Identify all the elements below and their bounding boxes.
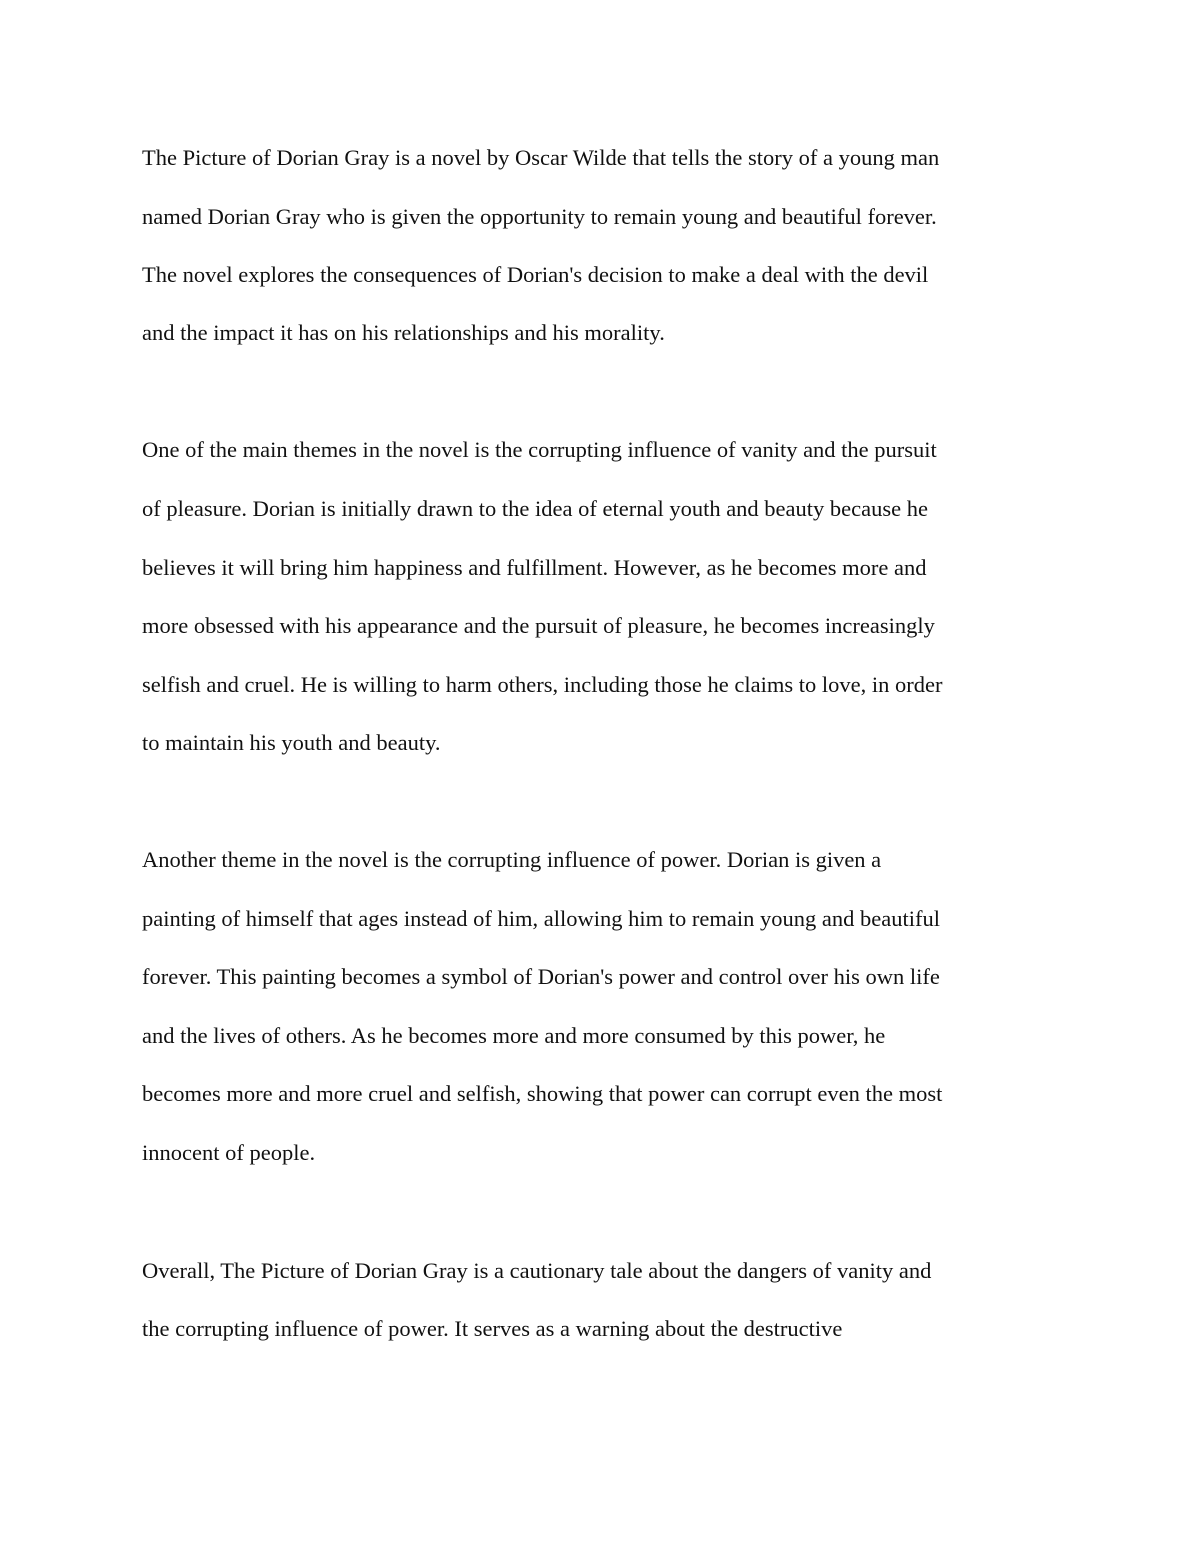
paragraph-line: The Picture of Dorian Gray is a novel by Oscar Wilde that tells the story of a young man — [142, 145, 940, 170]
paragraph-line: innocent of people. — [142, 1140, 316, 1165]
paragraph-line: the corrupting influence of power. It serves as a warning about the destructive — [142, 1316, 843, 1341]
paragraph-line: One of the main themes in the novel is the corrupting influence of vanity and the pursuit — [142, 437, 937, 462]
paragraph-line: becomes more and more cruel and selfish, showing that power can corrupt even the most — [142, 1081, 943, 1106]
paragraph-line: Overall, The Picture of Dorian Gray is a cautionary tale about the dangers of vanity and — [142, 1258, 932, 1283]
paragraph-line: of pleasure. Dorian is initially drawn to the idea of eternal youth and beauty because he — [142, 496, 928, 521]
paragraph-line: The novel explores the consequences of Dorian's decision to make a deal with the devil — [142, 262, 929, 287]
paragraph-line: more obsessed with his appearance and the pursuit of pleasure, he becomes increasingly — [142, 613, 935, 638]
paragraph-line: painting of himself that ages instead of him, allowing him to remain young and beautiful — [142, 906, 940, 931]
paragraph-line: selfish and cruel. He is willing to harm others, including those he claims to love, in order — [142, 672, 943, 697]
paragraph-line: forever. This painting becomes a symbol of Dorian's power and control over his own life — [142, 964, 940, 989]
paragraph-line: and the lives of others. As he becomes more and more consumed by this power, he — [142, 1023, 886, 1048]
paragraph-line: Another theme in the novel is the corrupting influence of power. Dorian is given a — [142, 847, 882, 872]
paragraph-line: named Dorian Gray who is given the opportunity to remain young and beautiful forever. — [142, 204, 937, 229]
paragraph-line: to maintain his youth and beauty. — [142, 730, 441, 755]
paragraph-line: believes it will bring him happiness and fulfillment. However, as he becomes more and — [142, 555, 927, 580]
paragraph-line: and the impact it has on his relationships and his morality. — [142, 320, 665, 345]
